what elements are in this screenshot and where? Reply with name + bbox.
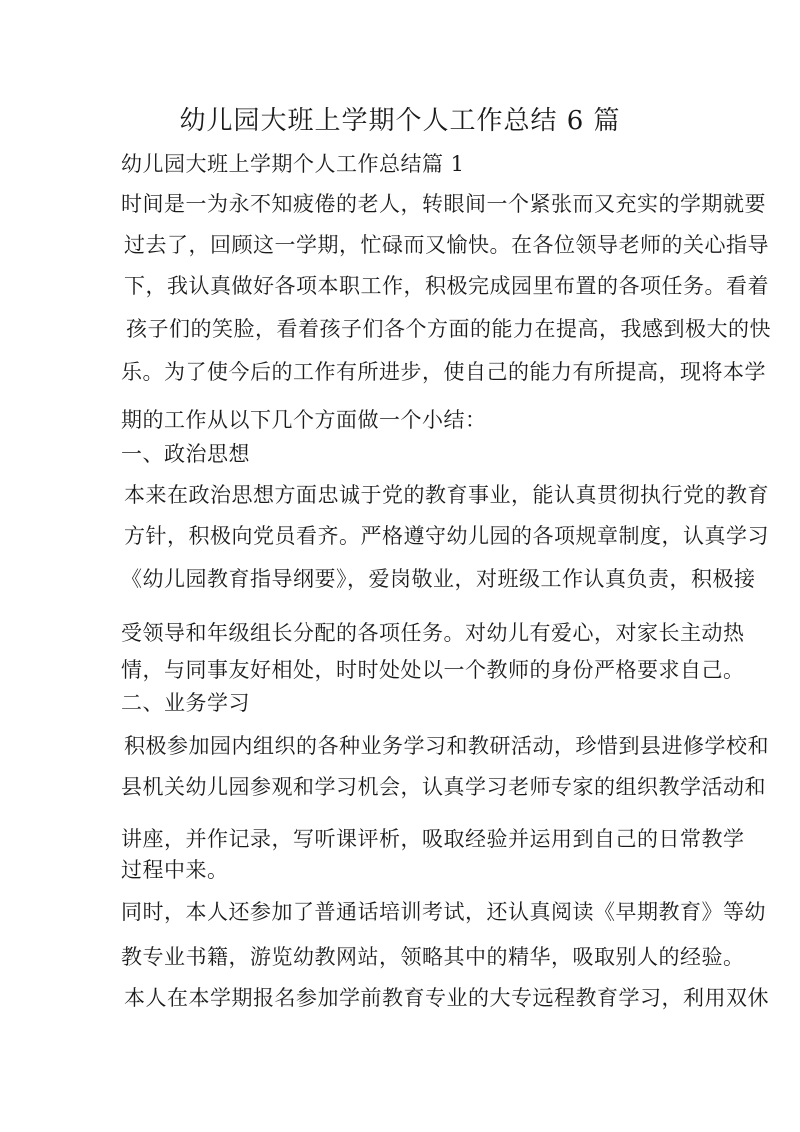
text-line: 乐。为了使今后的工作有所进步，使自己的能力有所提高，现将本学 (121, 360, 766, 384)
text-line: 下，我认真做好各项本职工作，积极完成园里布置的各项任务。看着 (124, 274, 769, 298)
text-line: 本人在本学期报名参加学前教育专业的大专远程教育学习，利用双休 (124, 986, 769, 1010)
text-line: 过去了，回顾这一学期，忙碌而又愉快。在各位领导老师的关心指导 (124, 233, 769, 257)
text-line: 同时，本人还参加了普通话培训考试，还认真阅读《早期教育》等幼 (121, 900, 766, 924)
text-line: 讲座，并作记录，写听课评析，吸取经验并运用到自己的日常教学 (121, 827, 745, 851)
text-line: 期的工作从以下几个方面做一个小结： (121, 408, 487, 432)
text-line: 方针，积极向党员看齐。严格遵守幼儿园的各项规章制度，认真学习 (124, 524, 769, 548)
text-line: 过程中来。 (121, 858, 229, 882)
text-line: 《幼儿园教育指导纲要》，爱岗敬业，对班级工作认真负责，积极接 (121, 567, 756, 591)
text-line: 积极参加园内组织的各种业务学习和教研活动，珍惜到县进修学校和 (124, 734, 769, 758)
text-line: 县机关幼儿园参观和学习机会，认真学习老师专家的组织教学活动和 (121, 775, 766, 799)
text-line: 教专业书籍，游览幼教网站，领略其中的精华，吸取别人的经验。 (121, 945, 745, 969)
section-heading: 一、政治思想 (121, 442, 250, 466)
document-title: 幼儿园大班上学期个人工作总结 6 篇 (179, 106, 621, 136)
text-line: 本来在政治思想方面忠诚于党的教育事业，能认真贯彻执行党的教育 (124, 483, 769, 507)
text-line: 孩子们的笑脸，看着孩子们各个方面的能力在提高，我感到极大的快 (126, 317, 771, 341)
text-line: 时间是一为永不知疲倦的老人，转眼间一个紧张而又充实的学期就要 (121, 192, 766, 216)
section-subtitle: 幼儿园大班上学期个人工作总结篇 1 (121, 152, 465, 176)
text-line: 情，与同事友好相处，时时处处以一个教师的身份严格要求自己。 (121, 658, 745, 682)
text-line: 受领导和年级组长分配的各项任务。对幼儿有爱心，对家长主动热 (121, 621, 745, 645)
section-heading: 二、业务学习 (121, 691, 250, 715)
